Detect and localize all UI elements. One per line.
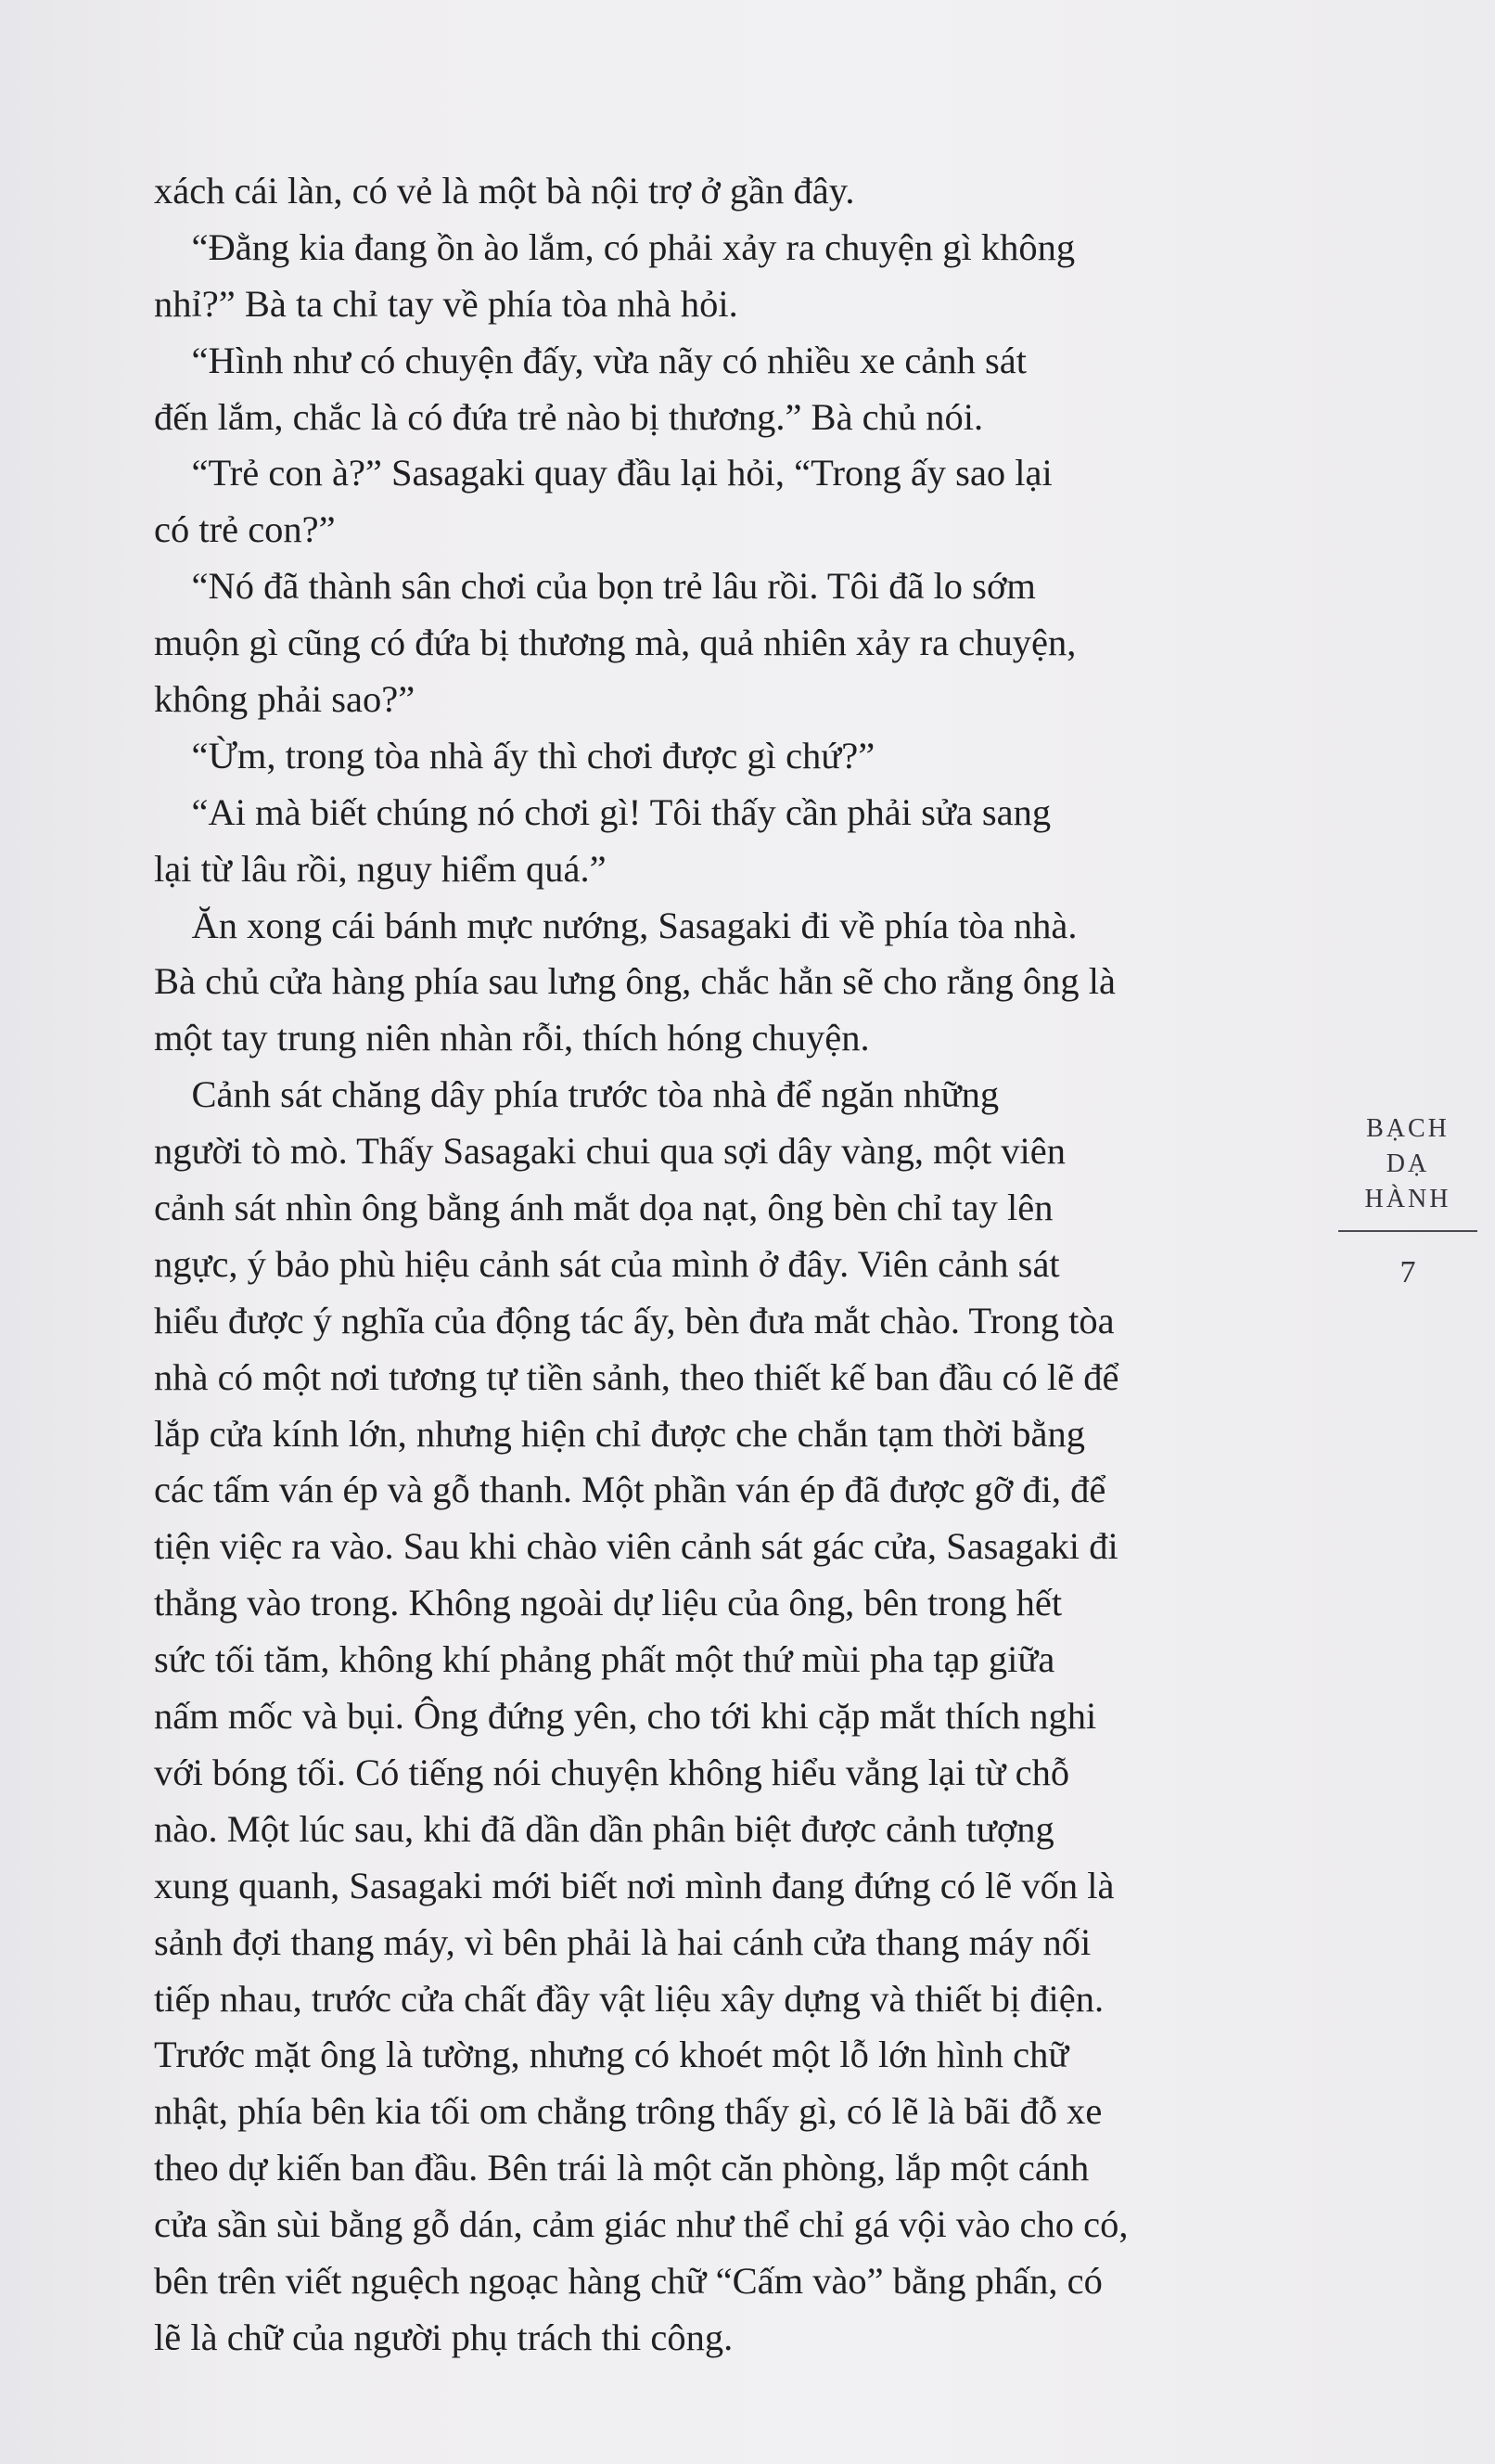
text-line: với bóng tối. Có tiếng nói chuyện không hiểu vẳng lại từ chỗ [154, 1751, 1070, 1793]
text-line: đến lắm, chắc là có đứa trẻ nào bị thương.” Bà chủ nói. [154, 395, 984, 438]
text-line: “Ai mà biết chúng nó chơi gì! Tôi thấy cần phải sửa sang [154, 790, 1052, 833]
text-line: tiếp nhau, trước cửa chất đầy vật liệu xây dựng và thiết bị điện. [154, 1977, 1105, 2020]
text-line: hiểu được ý nghĩa của động tác ấy, bèn đưa mắt chào. Trong tòa [154, 1299, 1115, 1341]
text-line: tiện việc ra vào. Sau khi chào viên cảnh sát gác cửa, Sasagaki đi [154, 1525, 1118, 1568]
text-line: nhỉ?” Bà ta chỉ tay về phía tòa nhà hỏi. [154, 282, 738, 325]
text-line: “Đằng kia đang ồn ào lắm, có phải xảy ra chuyện gì không [154, 225, 1076, 268]
text-line: Bà chủ cửa hàng phía sau lưng ông, chắc hẳn sẽ cho rằng ông là [154, 960, 1116, 1003]
text-line: Trước mặt ông là tường, nhưng có khoét một lỗ lớn hình chữ [154, 2034, 1069, 2076]
text-line: không phải sao?” [154, 678, 415, 721]
text-line: sức tối tăm, không khí phảng phất một thứ mùi pha tạp giữa [154, 1638, 1055, 1681]
text-line: muộn gì cũng có đứa bị thương mà, quả nhiên xảy ra chuyện, [154, 622, 1077, 664]
text-line: bên trên viết nguệch ngoạc hàng chữ “Cấm vào” bằng phấn, có [154, 2259, 1103, 2302]
text-line: nhà có một nơi tương tự tiền sảnh, theo thiết kế ban đầu có lẽ để [154, 1355, 1119, 1398]
text-line: “Ừm, trong tòa nhà ấy thì chơi được gì chứ?” [154, 734, 875, 776]
text-line: ngực, ý bảo phù hiệu cảnh sát của mình ở đây. Viên cảnh sát [154, 1242, 1060, 1285]
text-line: nhật, phía bên kia tối om chẳng trông thấy gì, có lẽ là bãi đỗ xe [154, 2090, 1103, 2133]
text-line: cảnh sát nhìn ông bằng ánh mắt dọa nạt, ông bèn chỉ tay lên [154, 1187, 1054, 1229]
text-line: “Hình như có chuyện đấy, vừa nãy có nhiều xe cảnh sát [154, 339, 1027, 381]
text-line: lại từ lâu rồi, nguy hiểm quá.” [154, 847, 607, 890]
text-line: Cảnh sát chăng dây phía trước tòa nhà để ngăn những [154, 1073, 1000, 1116]
text-line: có trẻ con?” [154, 508, 336, 551]
text-line: “Nó đã thành sân chơi của bọn trẻ lâu rồi. Tôi đã lo sớm [154, 565, 1036, 608]
body-text [154, 163, 1300, 2367]
running-head-word: DẠ [1386, 1149, 1430, 1178]
text-line: cửa sần sùi bằng gỗ dán, cảm giác như thể chỉ gá vội vào cho có, [154, 2203, 1129, 2246]
text-line: nào. Một lúc sau, khi đã dần dần phân biệt được cảnh tượng [154, 1807, 1054, 1850]
text-line: lắp cửa kính lớn, nhưng hiện chỉ được che chắn tạm thời bằng [154, 1412, 1085, 1455]
running-head [1337, 1111, 1478, 1291]
text-line: Ăn xong cái bánh mực nướng, Sasagaki đi về phía tòa nhà. [154, 904, 1078, 946]
text-line: sảnh đợi thang máy, vì bên phải là hai cánh cửa thang máy nối [154, 1920, 1092, 1963]
text-line: nấm mốc và bụi. Ông đứng yên, cho tới khi cặp mắt thích nghi [154, 1695, 1097, 1738]
text-line: một tay trung niên nhàn rỗi, thích hóng chuyện. [154, 1017, 870, 1059]
text-line: xách cái làn, có vẻ là một bà nội trợ ở gần đây. [154, 170, 855, 212]
text-line: “Trẻ con à?” Sasagaki quay đầu lại hỏi, “Trong ấy sao lại [154, 452, 1053, 494]
text-line: người tò mò. Thấy Sasagaki chui qua sợi dây vàng, một viên [154, 1130, 1067, 1173]
running-head-word: HÀNH [1364, 1185, 1451, 1213]
text-line: xung quanh, Sasagaki mới biết nơi mình đang đứng có lẽ vốn là [154, 1864, 1115, 1906]
text-line: thẳng vào trong. Không ngoài dự liệu của ông, bên trong hết [154, 1582, 1063, 1624]
running-head-word: BẠCH [1366, 1114, 1450, 1143]
text-line: theo dự kiến ban đầu. Bên trái là một căn phòng, lắp một cánh [154, 2147, 1090, 2189]
page-number: 7 [1399, 1255, 1416, 1290]
running-head-rule [1338, 1230, 1477, 1232]
text-line: các tấm ván ép và gỗ thanh. Một phần ván ép đã được gỡ đi, để [154, 1469, 1106, 1511]
text-line: lẽ là chữ của người phụ trách thi công. [154, 2316, 734, 2358]
